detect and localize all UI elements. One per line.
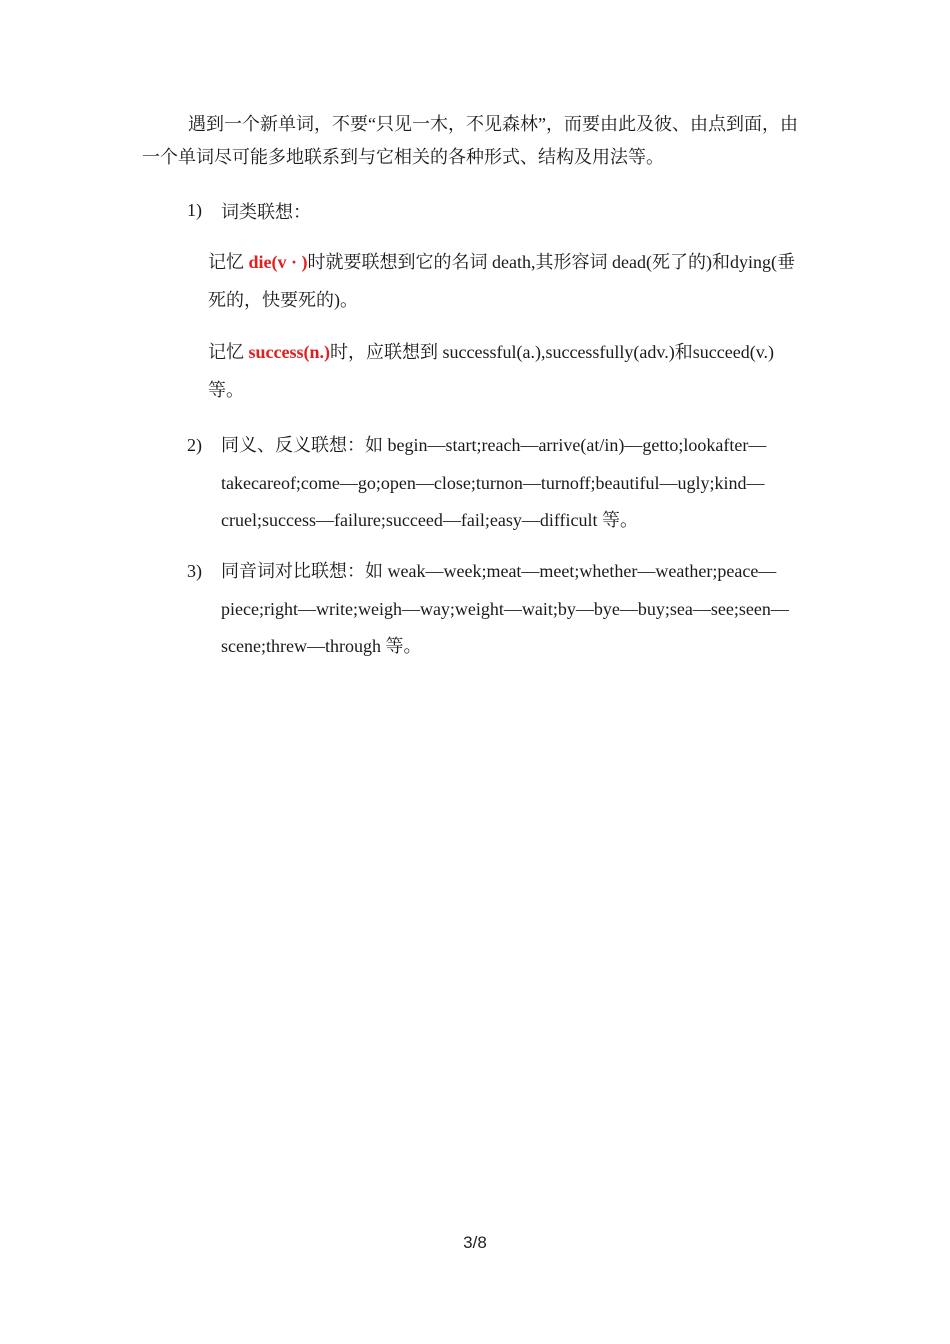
intro-paragraph: 遇到一个新单词，不要“只见一木，不见森林”，而要由此及彼、由点到面，由一个单词尽可能多地联系到与它相关的各种形式、结构及用法等。 <box>142 114 798 167</box>
list-item-number: 2) <box>187 435 202 455</box>
list-item-text: 同义、反义联想：如 begin—start;reach—arrive(at/in)—getto;lookafter—takecareof;come—go;open—close;turnon—turnoff;beautiful—ugly;kind—cruel;success—failure;succeed—fail;easy—difficult 等。 <box>221 435 767 530</box>
list-item-word-class <box>187 194 807 232</box>
keyword-highlight: die(v · ) <box>248 252 308 272</box>
keyword-highlight: success(n.) <box>248 342 330 362</box>
list-item-number: 1) <box>187 200 202 220</box>
list-item-synonym-antonym <box>187 427 807 540</box>
list-item-text: 同音词对比联想：如 weak—week;meat—meet;whether—weather;peace—piece;right—write;weigh—way;weight—wait;by—bye—buy;sea—see;seen—scene;threw—through 等。 <box>221 561 789 656</box>
example-paragraph-die <box>208 244 808 319</box>
list-item-homophone <box>187 553 807 666</box>
example-text: 时，应联想到 successful(a.),successfully(adv.)和succeed(v.)等。 <box>208 342 775 400</box>
list-item-heading: 词类联想： <box>221 202 311 222</box>
page-number: 3/8 <box>463 1233 487 1252</box>
example-paragraph-success <box>208 334 808 409</box>
example-prefix: 记忆 <box>208 252 249 272</box>
list-item-number: 3) <box>187 561 202 581</box>
example-prefix: 记忆 <box>208 342 249 362</box>
example-text: 时就要联想到它的名词 death,其形容词 dead(死了的)和dying(垂死的，快要死的)。 <box>208 252 795 310</box>
